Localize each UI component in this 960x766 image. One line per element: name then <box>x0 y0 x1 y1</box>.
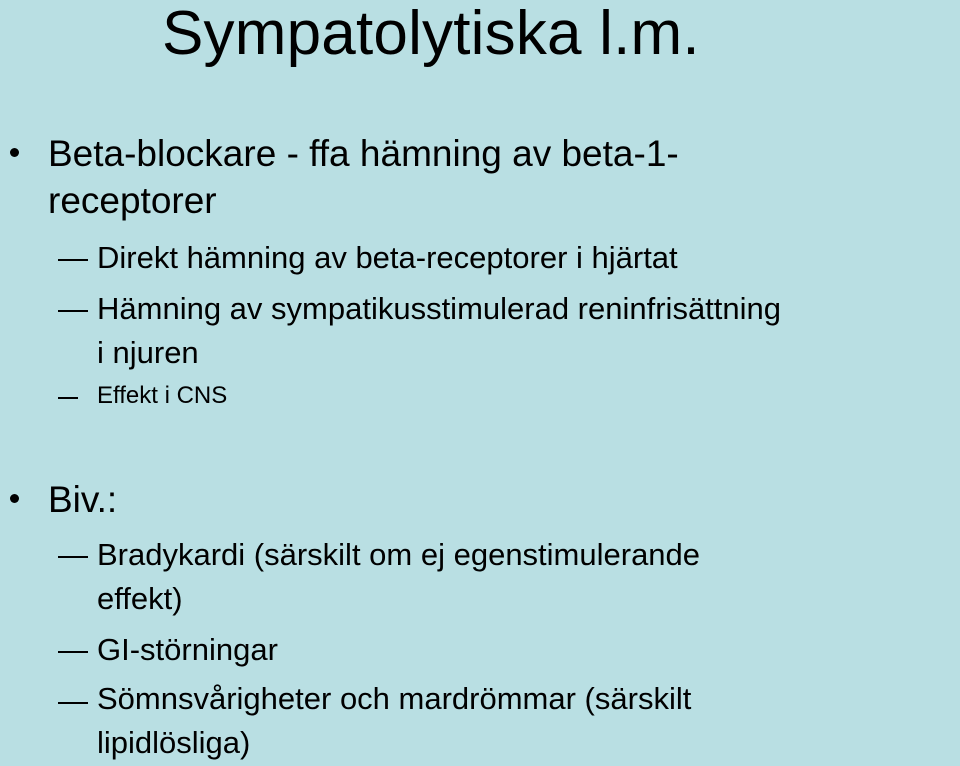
bullet-text-line1: Beta-blockare - ffa hämning av beta-1- <box>48 133 679 174</box>
dash-icon <box>58 702 88 704</box>
bullet-text <box>48 130 848 224</box>
dash-icon <box>58 397 78 399</box>
bullet-text <box>48 476 848 523</box>
subitem-text: Direkt hämning av beta-receptorer i hjärtat <box>97 240 678 275</box>
subitem-text-line1: Hämning av sympatikusstimulerad reninfrisättning <box>97 291 782 326</box>
bullet-dot-icon <box>10 148 19 157</box>
subitem-text <box>97 287 781 375</box>
dash-icon <box>58 259 88 261</box>
subitem-text <box>97 677 691 765</box>
bullet-text-line2: receptorer <box>48 180 217 221</box>
dash-icon <box>58 556 88 558</box>
subitem-text: GI-störningar <box>97 632 278 667</box>
subitem-text-line2: effekt) <box>97 581 183 616</box>
subitem-text: Effekt i CNS <box>97 382 228 409</box>
bullet-dot-icon <box>10 494 19 503</box>
slide-title: Sympatolytiska l.m. <box>162 0 700 68</box>
subitem-text-line2: lipidlösliga) <box>97 725 251 760</box>
bullet-text-line1: Biv.: <box>48 479 118 520</box>
subitem-text-line2: i njuren <box>97 335 199 370</box>
dash-icon <box>58 310 88 312</box>
subitem-text <box>97 533 700 621</box>
dash-icon <box>58 651 88 653</box>
subitem-text-line1: Sömnsvårigheter och mardrömmar (särskilt <box>97 681 692 716</box>
subitem-text-line1: Bradykardi (särskilt om ej egenstimulerande <box>97 537 701 572</box>
